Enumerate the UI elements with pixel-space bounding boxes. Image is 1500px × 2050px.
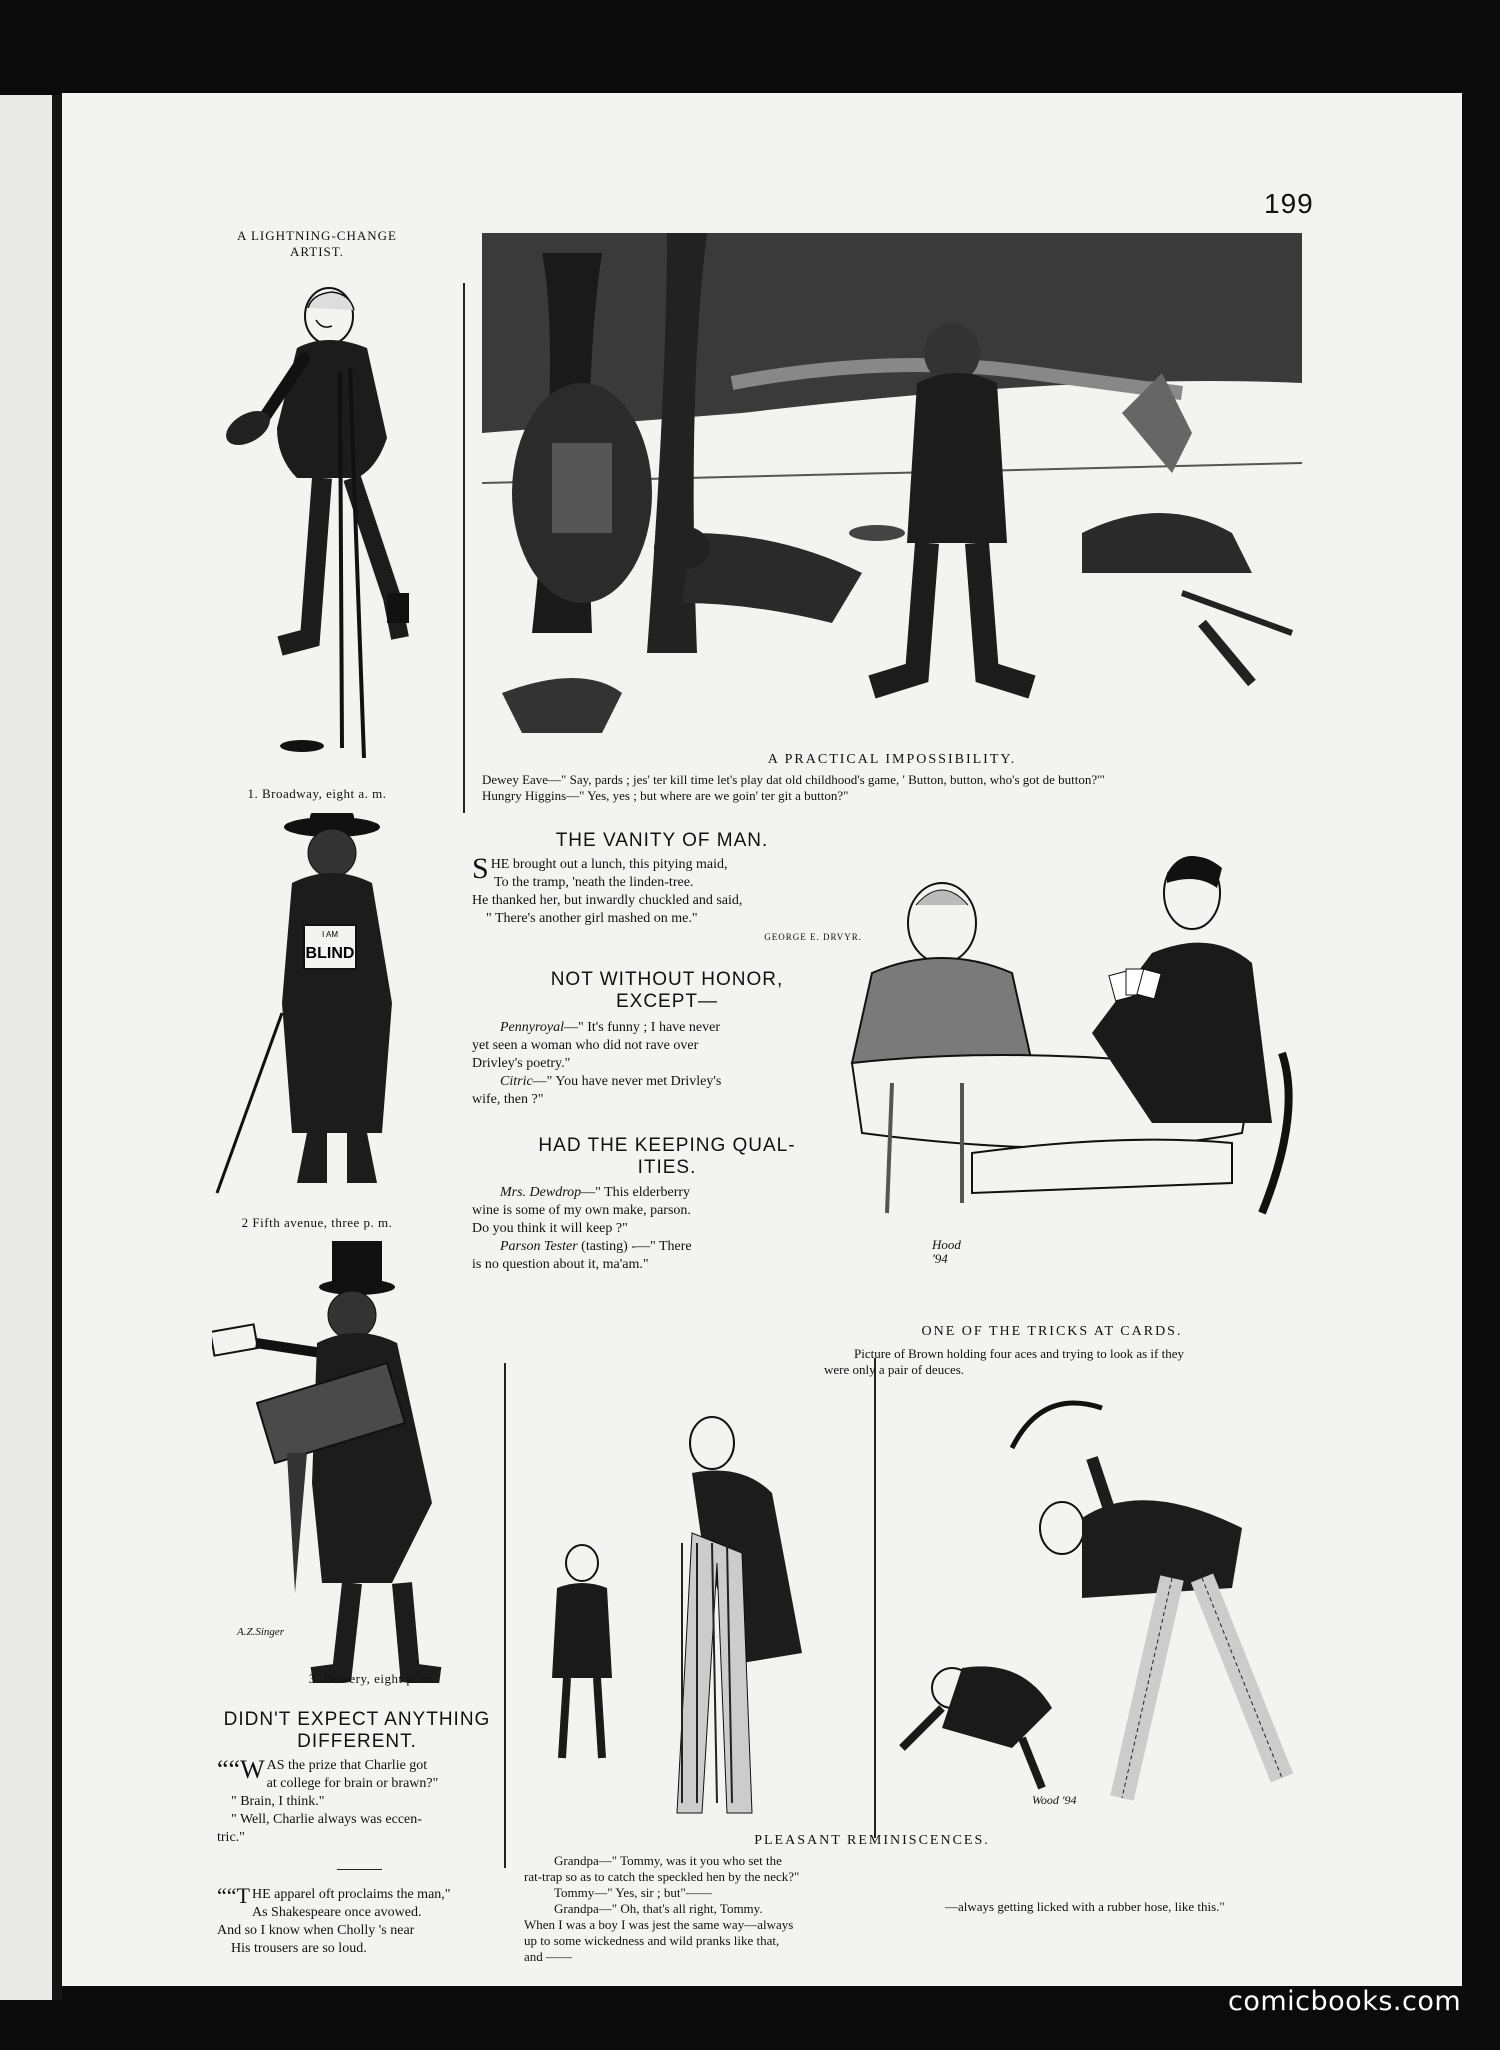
- bowery-peddler-illustration: [212, 1233, 562, 1683]
- cards-caption-line1: Picture of Brown holding four aces and trying to look as if they: [854, 1346, 1184, 1361]
- reminiscences-line2: rat-trap so as to catch the speckled hen by the neck?": [524, 1869, 800, 1884]
- grandpa-and-tommy-illustration: [512, 1413, 862, 1833]
- honor-para1c: Drivley's poetry.": [472, 1056, 571, 1071]
- keeping-para1c: Do you think it will keep ?": [472, 1221, 628, 1236]
- didnt-expect-line2: at college for brain or brawn?": [266, 1776, 439, 1791]
- reminiscences-dialogue: [524, 1853, 944, 1965]
- lightning-artist-signature: A.Z.Singer: [237, 1626, 285, 1638]
- reminiscences-line3: Tommy—" Yes, sir ; but"——: [554, 1885, 712, 1900]
- didnt-expect-dropcap: ““W: [217, 1755, 265, 1784]
- reminiscences-line5: When I was a boy I was jest the same way—always: [524, 1917, 794, 1932]
- reminiscences-line4: Grandpa—" Oh, that's all right, Tommy.: [554, 1901, 763, 1916]
- grandpa-whipping-illustration: [882, 1368, 1302, 1828]
- keeping-para1b: wine is some of my own make, parson.: [472, 1203, 691, 1218]
- vanity-line4: " There's another girl mashed on me.": [486, 911, 698, 926]
- keeping-qualities-text: [472, 1184, 862, 1274]
- apparel-line2: As Shakespeare once avowed.: [251, 1905, 422, 1920]
- apparel-dropcap: ““T: [217, 1883, 250, 1908]
- watermark: comicbooks.com: [1228, 1986, 1462, 2017]
- caption-broadway: 1. Broadway, eight a. m.: [247, 786, 387, 801]
- vanity-author: GEORGE E. DRVYR.: [764, 932, 862, 942]
- adjacent-page-strip: [0, 95, 52, 2000]
- honor-para2b: wife, then ?": [472, 1092, 544, 1107]
- apparel-line4: His trousers are so loud.: [231, 1941, 367, 1956]
- didnt-expect-line4: " Well, Charlie always was eccen-: [231, 1812, 422, 1827]
- vanity-dropcap: S: [472, 852, 489, 885]
- keeping-speaker2: Parson Tester: [500, 1239, 578, 1254]
- keeping-title-line1: HAD THE KEEPING QUAL-: [538, 1135, 796, 1156]
- cards-signature-line2: '94: [932, 1251, 948, 1266]
- vanity-line3: He thanked her, but inwardly chuckled and said,: [472, 893, 743, 908]
- dewey-eave-line: Dewey Eave—" Say, pards ; jes' ter kill time let's play dat old childhood's game, ' Button, button, who's got de button?'": [482, 772, 1105, 787]
- section-divider: [337, 1869, 382, 1870]
- keeping-para2b: is no question about it, ma'am.": [472, 1257, 649, 1272]
- vanity-of-man-title: THE VANITY OF MAN.: [555, 830, 769, 851]
- didnt-expect-line5: tric.": [217, 1830, 245, 1845]
- didnt-expect-title-line1: DIDN'T EXPECT ANYTHING: [223, 1709, 491, 1730]
- cards-artist-signature: [932, 1238, 961, 1266]
- apparel-line3: And so I know when Cholly 's near: [217, 1923, 415, 1938]
- keeping-para2: Parson Tester (tasting) -—" There: [500, 1239, 692, 1254]
- cards-caption-line2: were only a pair of deuces.: [824, 1362, 965, 1377]
- keeping-title-line2: ITIES.: [637, 1157, 697, 1178]
- practical-impossibility-title: A PRACTICAL IMPOSSIBILITY.: [767, 752, 1017, 767]
- honor-speaker1: Pennyroyal: [500, 1020, 565, 1035]
- honor-title-line2: EXCEPT—: [615, 991, 719, 1012]
- didnt-expect-line1: ““W AS the prize that Charlie got: [217, 1755, 428, 1784]
- didnt-expect-title: [212, 1709, 502, 1753]
- apparel-line1: ““T HE apparel oft proclaims the man,": [217, 1883, 451, 1908]
- honor-speaker2: Citric: [500, 1074, 533, 1089]
- honor-para2: Citric—" You have never met Drivley's: [500, 1074, 722, 1089]
- page-number: 199: [1264, 188, 1314, 219]
- keeping-speaker1: Mrs. Dewdrop: [500, 1185, 582, 1200]
- broadway-gentleman-illustration: [212, 278, 422, 758]
- vanity-of-man-poem: [472, 852, 862, 946]
- tramps-under-tree-illustration: [482, 233, 1302, 743]
- card-players-illustration: [812, 823, 1302, 1223]
- fifth-avenue-beggar-illustration: [212, 813, 422, 1203]
- pleasant-reminiscences-title: PLEASANT REMINISCENCES.: [754, 1833, 990, 1848]
- didnt-expect-title-line2: DIFFERENT.: [297, 1731, 417, 1752]
- didnt-expect-line3: " Brain, I think.": [231, 1794, 325, 1809]
- reminiscences-line7: and ——: [524, 1949, 573, 1964]
- vanity-line1: SHE brought out a lunch, this pitying maid,: [472, 852, 728, 885]
- tricks-at-cards-title: ONE OF THE TRICKS AT CARDS.: [921, 1324, 1183, 1339]
- caption-fifth-avenue: 2 Fifth avenue, three p. m.: [241, 1215, 393, 1230]
- keeping-qualities-title: [472, 1135, 862, 1179]
- not-without-honor-title: [472, 969, 862, 1013]
- keeping-para1: Mrs. Dewdrop—" This elderberry: [500, 1185, 691, 1200]
- practical-impossibility-dialogue: [482, 772, 1322, 804]
- blind-sign-small: I AM: [321, 930, 339, 939]
- reminiscences-line6: up to some wickedness and wild pranks like that,: [524, 1933, 780, 1948]
- reminiscences-right-line: —always getting licked with a rubber hose, like this.": [945, 1899, 1225, 1914]
- magazine-page: [62, 93, 1462, 1986]
- blind-sign: BLIND: [305, 945, 355, 962]
- caption-bowery: 3. Bowery, eight p. m.: [308, 1671, 436, 1686]
- reminiscences-artist-signature: Wood '94: [1032, 1793, 1077, 1807]
- column-rule-reminiscences: [874, 1358, 876, 1838]
- not-without-honor-text: [472, 1019, 862, 1109]
- honor-para1: Pennyroyal—" It's funny ; I have never: [500, 1020, 720, 1035]
- column-rule-left-top: [463, 283, 465, 813]
- honor-title-line1: NOT WITHOUT HONOR,: [550, 969, 784, 990]
- cards-signature-line1: Hood: [932, 1237, 961, 1252]
- honor-para1b: yet seen a woman who did not rave over: [472, 1038, 699, 1053]
- reminiscences-line1: Grandpa—" Tommy, was it you who set the: [554, 1853, 782, 1868]
- apparel-poem: [217, 1883, 507, 1958]
- page-gutter: [52, 95, 62, 2000]
- vanity-line2: To the tramp, 'neath the linden-tree.: [494, 875, 694, 890]
- lightning-title-line1: A LIGHTNING-CHANGE: [237, 228, 397, 243]
- didnt-expect-text: [217, 1757, 507, 1847]
- lightning-title-line2: ARTIST.: [289, 244, 344, 259]
- hungry-higgins-line: Hungry Higgins—" Yes, yes ; but where are we goin' ter git a button?": [482, 788, 849, 803]
- lightning-change-title: [212, 228, 422, 260]
